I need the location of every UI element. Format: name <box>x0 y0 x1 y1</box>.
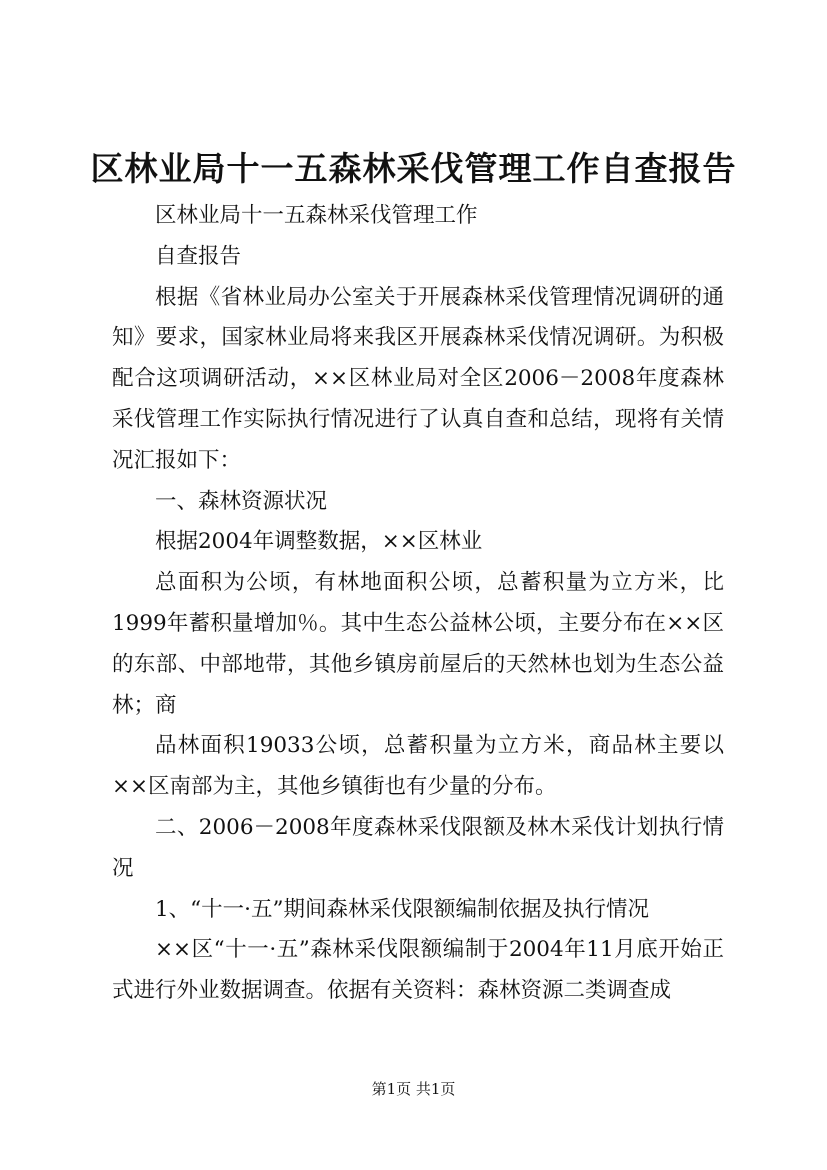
paragraph-intro: 根据《省林业局办公室关于开展森林采伐管理情况调研的通知》要求，国家林业局将来我区开展森林采伐情况调研。为积极配合这项调研活动，××区林业局对全区2006－2008年度森林采伐管理工作实际执行情况进行了认真自查和总结，现将有关情况汇报如下： <box>112 284 724 473</box>
paragraph-subtitle: 区林业局十一五森林采伐管理工作 <box>155 203 478 228</box>
page-footer: 第1页 共1页 <box>371 1080 456 1098</box>
paragraph-data-source: 根据2004年调整数据，××区林业 <box>155 529 483 555</box>
paragraph-area: 总面积为公顷，有林地面积公顷，总蓄积量为立方米，比1999年蓄积量增加％。其中生态公益林公顷，主要分布在××区的东部、中部地带，其他乡镇房前屋后的天然林也划为生态公益林；商 <box>112 570 724 718</box>
section-heading-2: 二、2006－2008年度森林采伐限额及林木采伐计划执行情况 <box>112 814 724 881</box>
paragraph-commercial-forest: 品林面积19033公顷，总蓄积量为立方米，商品林主要以××区南部为主，其他乡镇街也有少量的分布。 <box>112 733 724 800</box>
subsection-heading-1: 1、“十一·五”期间森林采伐限额编制依据及执行情况 <box>155 896 649 922</box>
paragraph-subtitle-2: 自查报告 <box>155 243 242 269</box>
section-heading-1: 一、森林资源状况 <box>155 488 328 514</box>
document-title: 区林业局十一五森林采伐管理工作自查报告 <box>90 149 737 188</box>
paragraph-quota: ××区“十一·五”森林采伐限额编制于2004年11月底开始正式进行外业数据调查。依据有关资料：森林资源二类调查成 <box>112 937 724 1004</box>
document-body <box>112 196 724 1012</box>
